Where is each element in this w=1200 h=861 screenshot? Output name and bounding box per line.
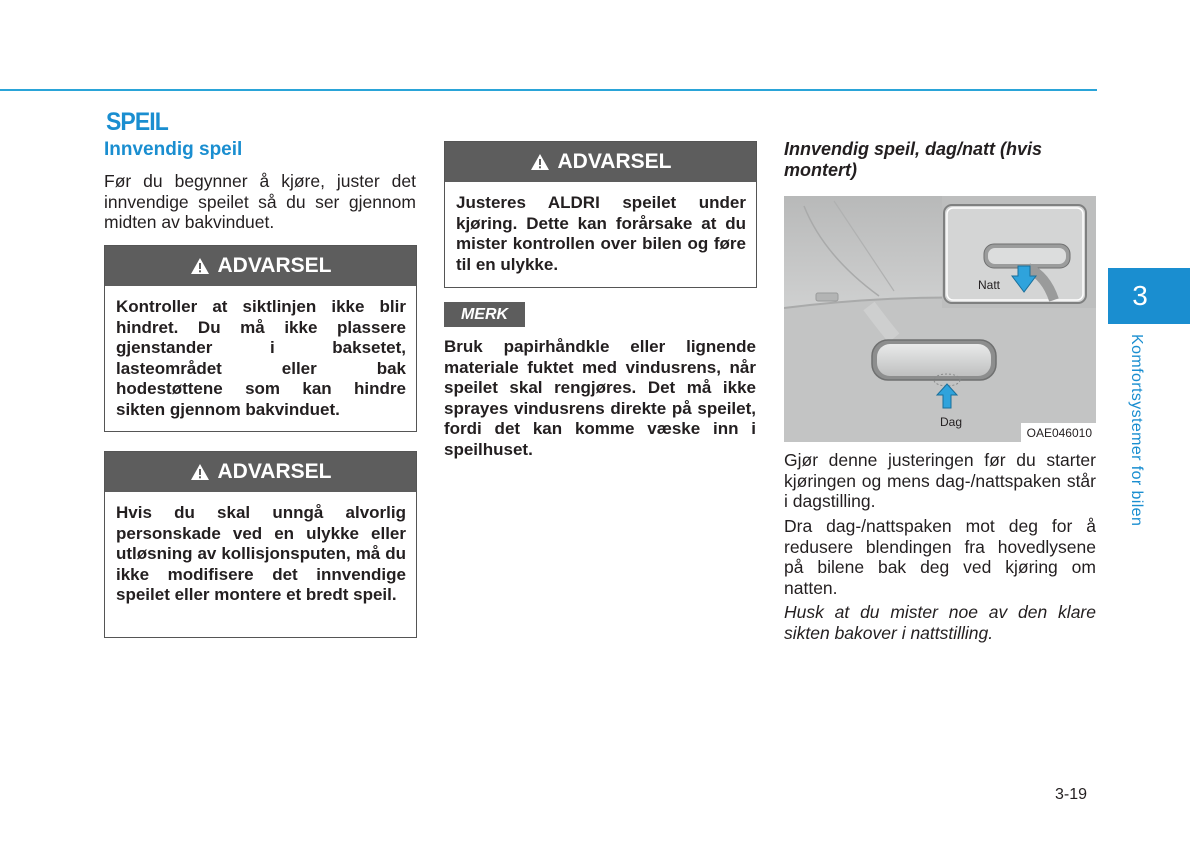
warning-triangle-icon [190,257,210,275]
mirror-illustration [784,196,1096,442]
top-rule [0,89,1097,91]
warning-box-sightline [104,245,417,432]
paragraph-adjust-before-driving: Gjør denne justeringen før du starter kjøringen og mens dag-/nattspaken står i dagstilling. [784,450,1096,511]
warning-label: ADVARSEL [217,254,332,277]
warning-header [105,452,416,492]
note-label: MERK [444,302,525,327]
page-number: 3-19 [1055,786,1088,803]
mirror-drawing [784,196,1096,442]
warning-header [105,246,416,286]
warning-text: Justeres ALDRI speilet under kjøring. Dette kan forårsake at du mister kontrollen over bilen og føre til en ulykke. [456,193,746,274]
subheading-inside-mirror: Innvendig speil [104,139,243,160]
section-title: SPEIL [106,108,168,136]
paragraph-night-visibility: Husk at du mister noe av den klare sikten bakover i nattstilling. [784,602,1096,643]
warning-text: Hvis du skal unngå alvorlig personskade ved en ulykke eller utløsning av kollisjonsputen, må du ikke modifisere det innvendige speilet eller montere et bredt speil. [116,503,406,604]
label-night: Natt [978,278,1001,292]
warning-label: ADVARSEL [557,150,672,173]
warning-triangle-icon [190,463,210,481]
warning-text: Kontroller at siktlinjen ikke blir hindret. Du må ikke plassere gjenstander i baksetet, lasteområdet eller bak hodestøttene som kan hindre sikten gjennom bakvinduet. [116,297,406,419]
warning-box-adjust [444,141,757,288]
paragraph-pull-lever: Dra dag-/nattspaken mot deg for å redusere blendingen fra hovedlysene på bilene bak deg ved kjøring om natten. [784,516,1096,598]
figure-code: OAE046010 [1021,423,1096,442]
chapter-title-vertical: Komfortsystemer for bilen [1128,334,1145,527]
intro-paragraph: Før du begynner å kjøre, juster det innvendige speilet så du ser gjennom midten av bakvinduet. [104,171,416,232]
warning-box-airbag [104,451,417,638]
chapter-number: 3 [1132,280,1148,311]
warning-header [445,142,756,182]
note-text: Bruk papirhåndkle eller lignende materiale fuktet med vindusrens, når speilet skal rengjøres. Det må ikke sprayes vindusrens direkte på speilet, fordi det kan komme væske inn i speilhuset. [444,337,756,459]
chapter-tab [1108,268,1190,324]
warning-triangle-icon [530,153,550,171]
label-day: Dag [940,415,963,429]
warning-label: ADVARSEL [217,460,332,483]
figure-title: Innvendig speil, dag/natt (hvis montert) [784,139,1043,180]
